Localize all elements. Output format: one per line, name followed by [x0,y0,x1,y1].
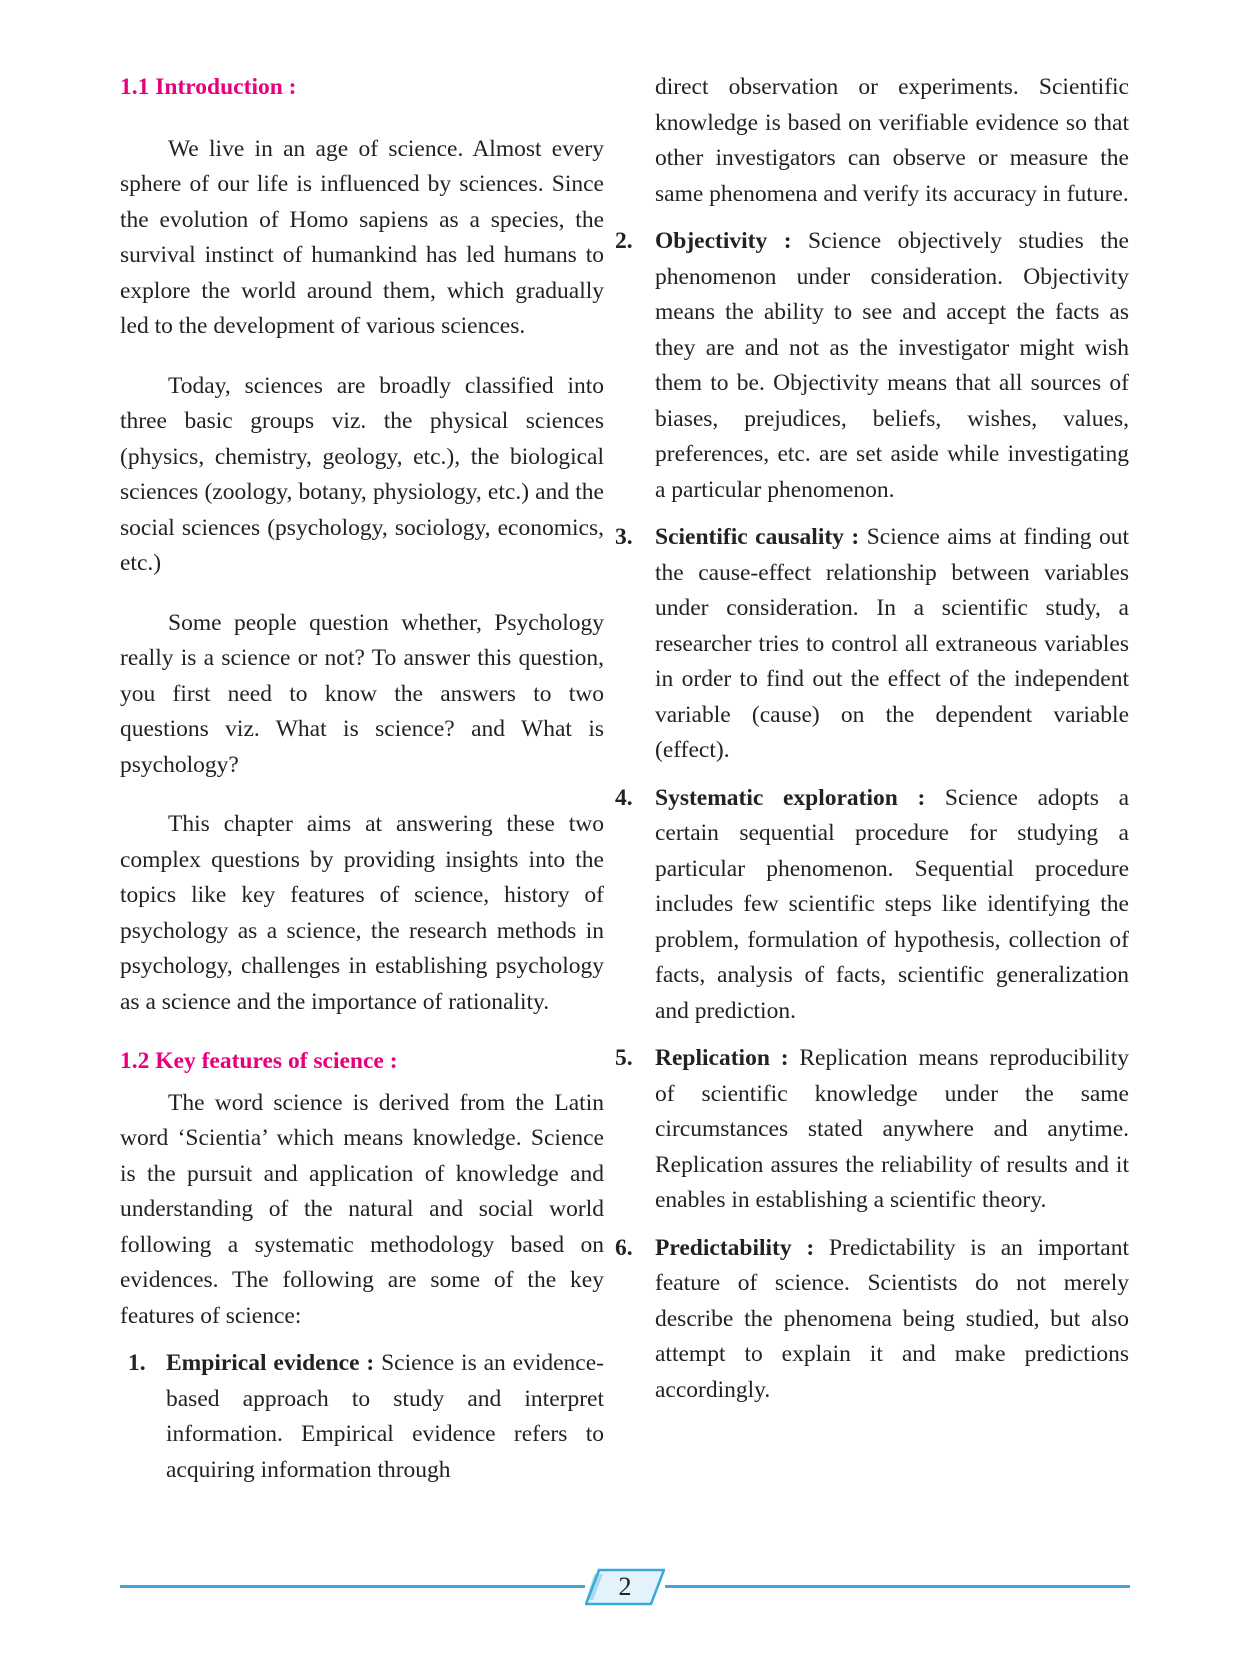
feature-item-1 [128,1346,604,1488]
feature-item-text [655,1041,1129,1219]
feature-item-term: Predictability : [655,1234,815,1261]
intro-paragraph-4: This chapter aims at answering these two complex questions by providing insights into the topics like key features of science, history of psychology as a science, the research methods in psychology, challenges in establishing psychology as a science and the importance of rationality. [120,811,604,1015]
feature-item-term: Objectivity : [655,228,792,254]
feature-item-number: 3. [615,524,633,550]
intro-paragraph-3: Some people question whether, Psychology really is a science or not? To answer this question, you first need to know the answers to two questions viz. What is science? and What is psychology? [120,609,604,778]
intro-paragraph-1: We live in an age of science. Almost every sphere of our life is influenced by sciences. Since the evolution of Homo sapiens as a species, the survival instinct of humankind has led humans to explore the world around them, which gradually led to the development of various sciences. [120,135,604,339]
feature-item-3 [615,520,1129,769]
footer-rule-left [120,1585,585,1588]
feature-item-number: 2. [615,228,633,254]
feature-item-description: Science adopts a certain sequential procedure for studying a particular phenomenon. Sequential procedure includes few scientific steps like identifying the problem, formulation of hypothesis, collection of facts, analysis of facts, scientific generalization and prediction. [655,784,1129,1024]
feature-item-text [166,1346,604,1488]
page-number: 2 [618,1572,632,1601]
feature-item-description: Replication means reproducibility of scientific knowledge under the same circumstances stated anywhere and anytime. Replication assures the reliability of results and it enables in establishing a scientific theory. [655,1045,1129,1213]
feature-item-6 [615,1231,1129,1409]
feature-item-number: 1. [128,1350,146,1376]
right-column [615,70,1129,1408]
feature-item-description: Science is an evidence-based approach to study and interpret information. Empirical evidence refers to acquiring information through [166,1350,604,1483]
feature-item-term: Systematic exploration : [655,784,926,811]
feature-item-4 [615,781,1129,1030]
feature-item-text [655,781,1129,1030]
feature-item-description: Science aims at finding out the cause-effect relationship between variables under consideration. In a scientific study, a researcher tries to control all extraneous variables in order to find out the effect of the independent variable (cause) on the dependent variable (effect). [655,524,1129,763]
footer-rule-right [665,1585,1130,1588]
feature-item-text [655,520,1129,769]
left-column [120,70,604,1488]
intro-paragraph-2: Today, sciences are broadly classified into three basic groups viz. the physical sciences (physics, chemistry, geology, etc.), the biological sciences (zoology, botany, physiology, etc.) and the social sciences (psychology, sociology, economics, etc.) [120,372,604,576]
empirical-evidence-continuation: direct observation or experiments. Scientific knowledge is based on verifiable evidence so that other investigators can observe or measure the same phenomena and verify its accuracy in future. [655,74,1129,207]
feature-item-term: Scientific causality : [655,524,860,550]
key-features-paragraph: The word science is derived from the Latin word ‘Scientia’ which means knowledge. Science is the pursuit and application of knowledge and understanding of the natural and social world following a systematic methodology based on evidences. The following are some of the key features of science: [120,1089,604,1329]
feature-item-text [655,1231,1129,1409]
feature-item-text [655,224,1129,508]
feature-item-term: Replication : [655,1045,789,1071]
section-heading-key-features: 1.2 Key features of science : [120,1048,398,1074]
feature-item-number: 5. [615,1045,633,1071]
feature-item-term: Empirical evidence : [166,1350,375,1376]
feature-item-description: Science objectively studies the phenomenon under consideration. Objectivity means the ability to see and accept the facts as they are and not as the investigator might wish them to be. Objectivity means that all sources of biases, prejudices, beliefs, wishes, values, preferences, etc. are set aside while investigating a particular phenomenon. [655,228,1129,503]
feature-item-number: 6. [615,1234,633,1261]
feature-item-5 [615,1041,1129,1219]
feature-item-number: 4. [615,784,633,811]
feature-item-2 [615,224,1129,508]
section-heading-introduction: 1.1 Introduction : [120,74,297,100]
feature-item-description: Predictability is an important feature of science. Scientists do not merely describe the phenomena being studied, but also attempt to explain it and make predictions accordingly. [655,1234,1129,1403]
